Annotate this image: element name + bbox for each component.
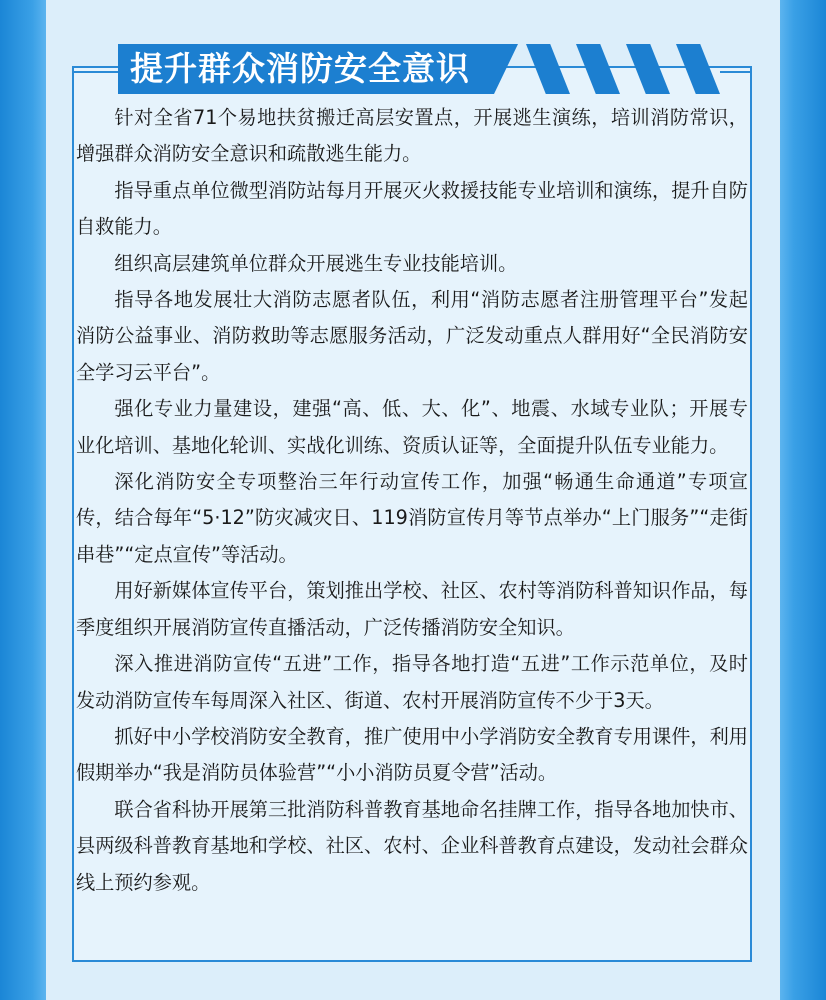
paragraph: 针对全省71个易地扶贫搬迁高层安置点，开展逃生演练，培训消防常识，增强群众消防安全意识和疏散逃生能力。	[76, 106, 748, 166]
title-connector-line-right	[720, 71, 752, 73]
right-blue-border	[780, 0, 826, 1000]
page-title: 提升群众消防安全意识	[130, 49, 470, 88]
paragraph: 指导各地发展壮大消防志愿者队伍，利用“消防志愿者注册管理平台”发起消防公益事业、消防救助等志愿服务活动，广泛发动重点人群用好“全民消防安全学习云平台”。	[76, 288, 748, 384]
paragraph: 强化专业力量建设，建强“高、低、大、化”、地震、水域专业队；开展专业化培训、基地化轮训、实战化训练、资质认证等，全面提升队伍专业能力。	[76, 397, 748, 457]
paragraph: 用好新媒体宣传平台，策划推出学校、社区、农村等消防科普知识作品，每季度组织开展消防宣传直播活动，广泛传播消防安全知识。	[76, 579, 748, 639]
paragraph: 深化消防安全专项整治三年行动宣传工作，加强“畅通生命通道”专项宣传，结合每年“5·12”防灾减灾日、119消防宣传月等节点举办“上门服务”“走街串巷”“定点宣传”等活动。	[76, 470, 748, 566]
article-body	[76, 100, 748, 901]
title-connector-line-left	[74, 71, 118, 73]
paragraph: 组织高层建筑单位群众开展逃生专业技能培训。	[114, 251, 518, 275]
paragraph: 抓好中小学校消防安全教育，推广使用中小学消防安全教育专用课件，利用假期举办“我是消防员体验营”“小小消防员夏令营”活动。	[76, 724, 748, 785]
paragraph: 指导重点单位微型消防站每月开展灭火救援技能专业培训和演练，提升自防自救能力。	[76, 178, 748, 239]
paragraph: 深入推进消防宣传“五进”工作，指导各地打造“五进”工作示范单位，及时发动消防宣传车每周深入社区、街道、农村开展消防宣传不少于3天。	[76, 652, 748, 712]
left-blue-border	[0, 0, 46, 1000]
paragraph: 联合省科协开展第三批消防科普教育基地命名挂牌工作，指导各地加快市、县两级科普教育基地和学校、社区、农村、企业科普教育点建设，发动社会群众线上预约参观。	[76, 797, 748, 894]
